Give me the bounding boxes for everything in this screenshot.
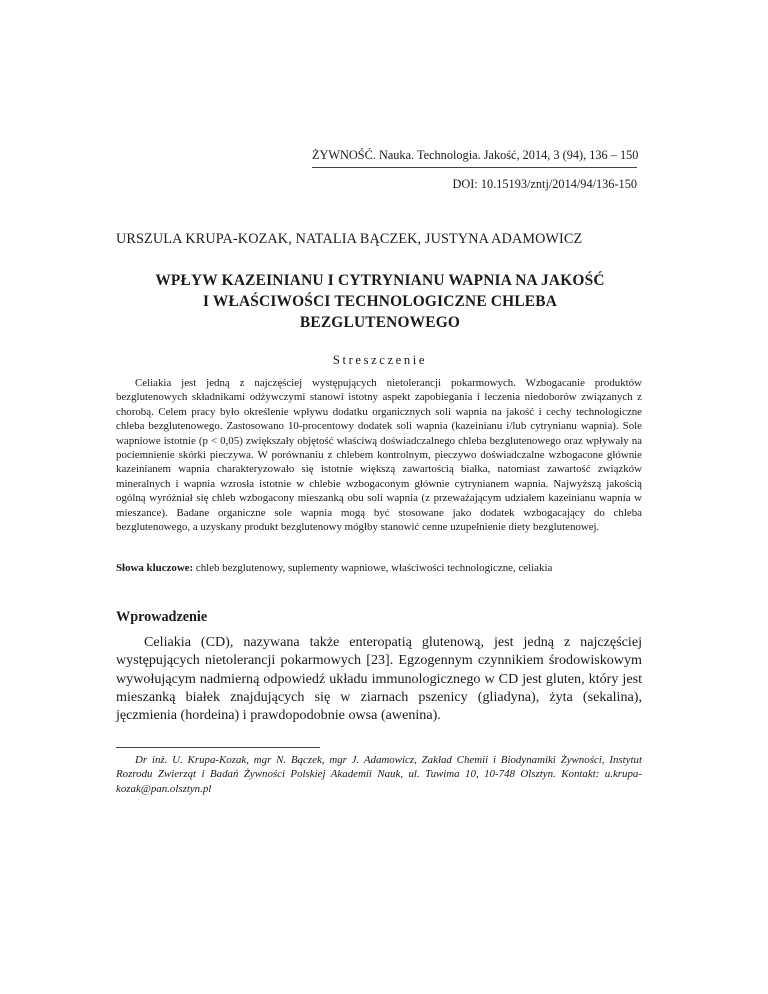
footnote-rule [116, 747, 320, 748]
title-line-2: I WŁAŚCIWOŚCI TECHNOLOGICZNE CHLEBA [202, 293, 558, 310]
intro-heading: Wprowadzenie [116, 609, 208, 625]
article-title [120, 270, 640, 333]
author-footnote: Dr inż. U. Krupa-Kozak, mgr N. Bączek, mgr J. Adamowicz, Zakład Chemii i Biodynamiki Żywności, Instytut Rozrodu Zwierząt i Badań Żywności Polskiej Akademii Nauk, ul. Tuwima 10, 10-748 Olsztyn. Kontakt: u.krupa-kozak@pan.olsztyn.pl [116, 754, 642, 795]
abstract-text: Celiakia jest jedną z najczęściej występujących nietolerancji pokarmowych. Wzbogacanie produktów bezglutenowych składnikami odżywczymi stanowi istotny aspekt zapobiegania i leczenia niedoborów związanych z chorobą. Celem pracy było określenie wpływu dodatku organicznych soli wapnia na jakość i cechy technologiczne chleba bezglutenowego. Zastosowano 10-procentowy dodatek soli wapnia (kazeinianu i/lub cytrynianu wapnia). Sole wapniowe istotnie (p < 0,05) zwiększały objętość właściwą doświadczalnego chleba bezglutenowego oraz wpływały na pociemnienie skórki pieczywa. W porównaniu z chlebem kontrolnym, pieczywo doświadczalne wzbogacone głównie kazeinianem wapnia charakteryzowało się istotnie większą zawartością białka, natomiast zawartość związków mineralnych i wapnia wzrosła istotnie w chlebie wzbogaconym głównie cytrynianem wapnia. Najwyższą jakością ogólną wyróżniał się chleb wzbogacony mieszanką obu soli wapnia (z przeważającym udziałem kazeinianu wapnia w mieszance). Badane organiczne sole wapnia mogą być stosowane jako dodatek wzbogacający do chleba bezglutenowego, a uzyskany produkt bezglutenowy mógłby stanowić cenne uzupełnienie diety bezglutenowej. [116, 377, 642, 534]
keywords [116, 561, 642, 575]
abstract-heading: Streszczenie [332, 353, 428, 367]
keywords-label: Słowa kluczowe: [116, 562, 194, 574]
keywords-text: chleb bezglutenowy, suplementy wapniowe, właściwości technologiczne, celiakia [193, 562, 553, 574]
doi-line: DOI: 10.15193/zntj/2014/94/136-150 [452, 177, 637, 191]
journal-citation: ŻYWNOŚĆ. Nauka. Technologia. Jakość, 2014, 3 (94), 136 – 150 [312, 148, 639, 162]
intro-text: Celiakia (CD), nazywana także enteropatią glutenową, jest jedną z najczęściej występujących nietolerancji pokarmowych [23]. Egzogennym czynnikiem środowiskowym wywołującym nadmierną odpowiedź układu immunologicznego w CD jest gluten, który jest mieszanką białek znajdujących się w ziarnach pszenicy (gliadyna), żyta (sekalina), jęczmienia (hordeina) i prawdopodobnie owsa (awenina). [116, 634, 642, 724]
title-line-1: WPŁYW KAZEINIANU I CYTRYNIANU WAPNIA NA JAKOŚĆ [155, 272, 605, 289]
header-rule [312, 167, 637, 168]
authors: URSZULA KRUPA-KOZAK, NATALIA BĄCZEK, JUSTYNA ADAMOWICZ [116, 231, 583, 247]
title-line-3: BEZGLUTENOWEGO [299, 314, 461, 331]
